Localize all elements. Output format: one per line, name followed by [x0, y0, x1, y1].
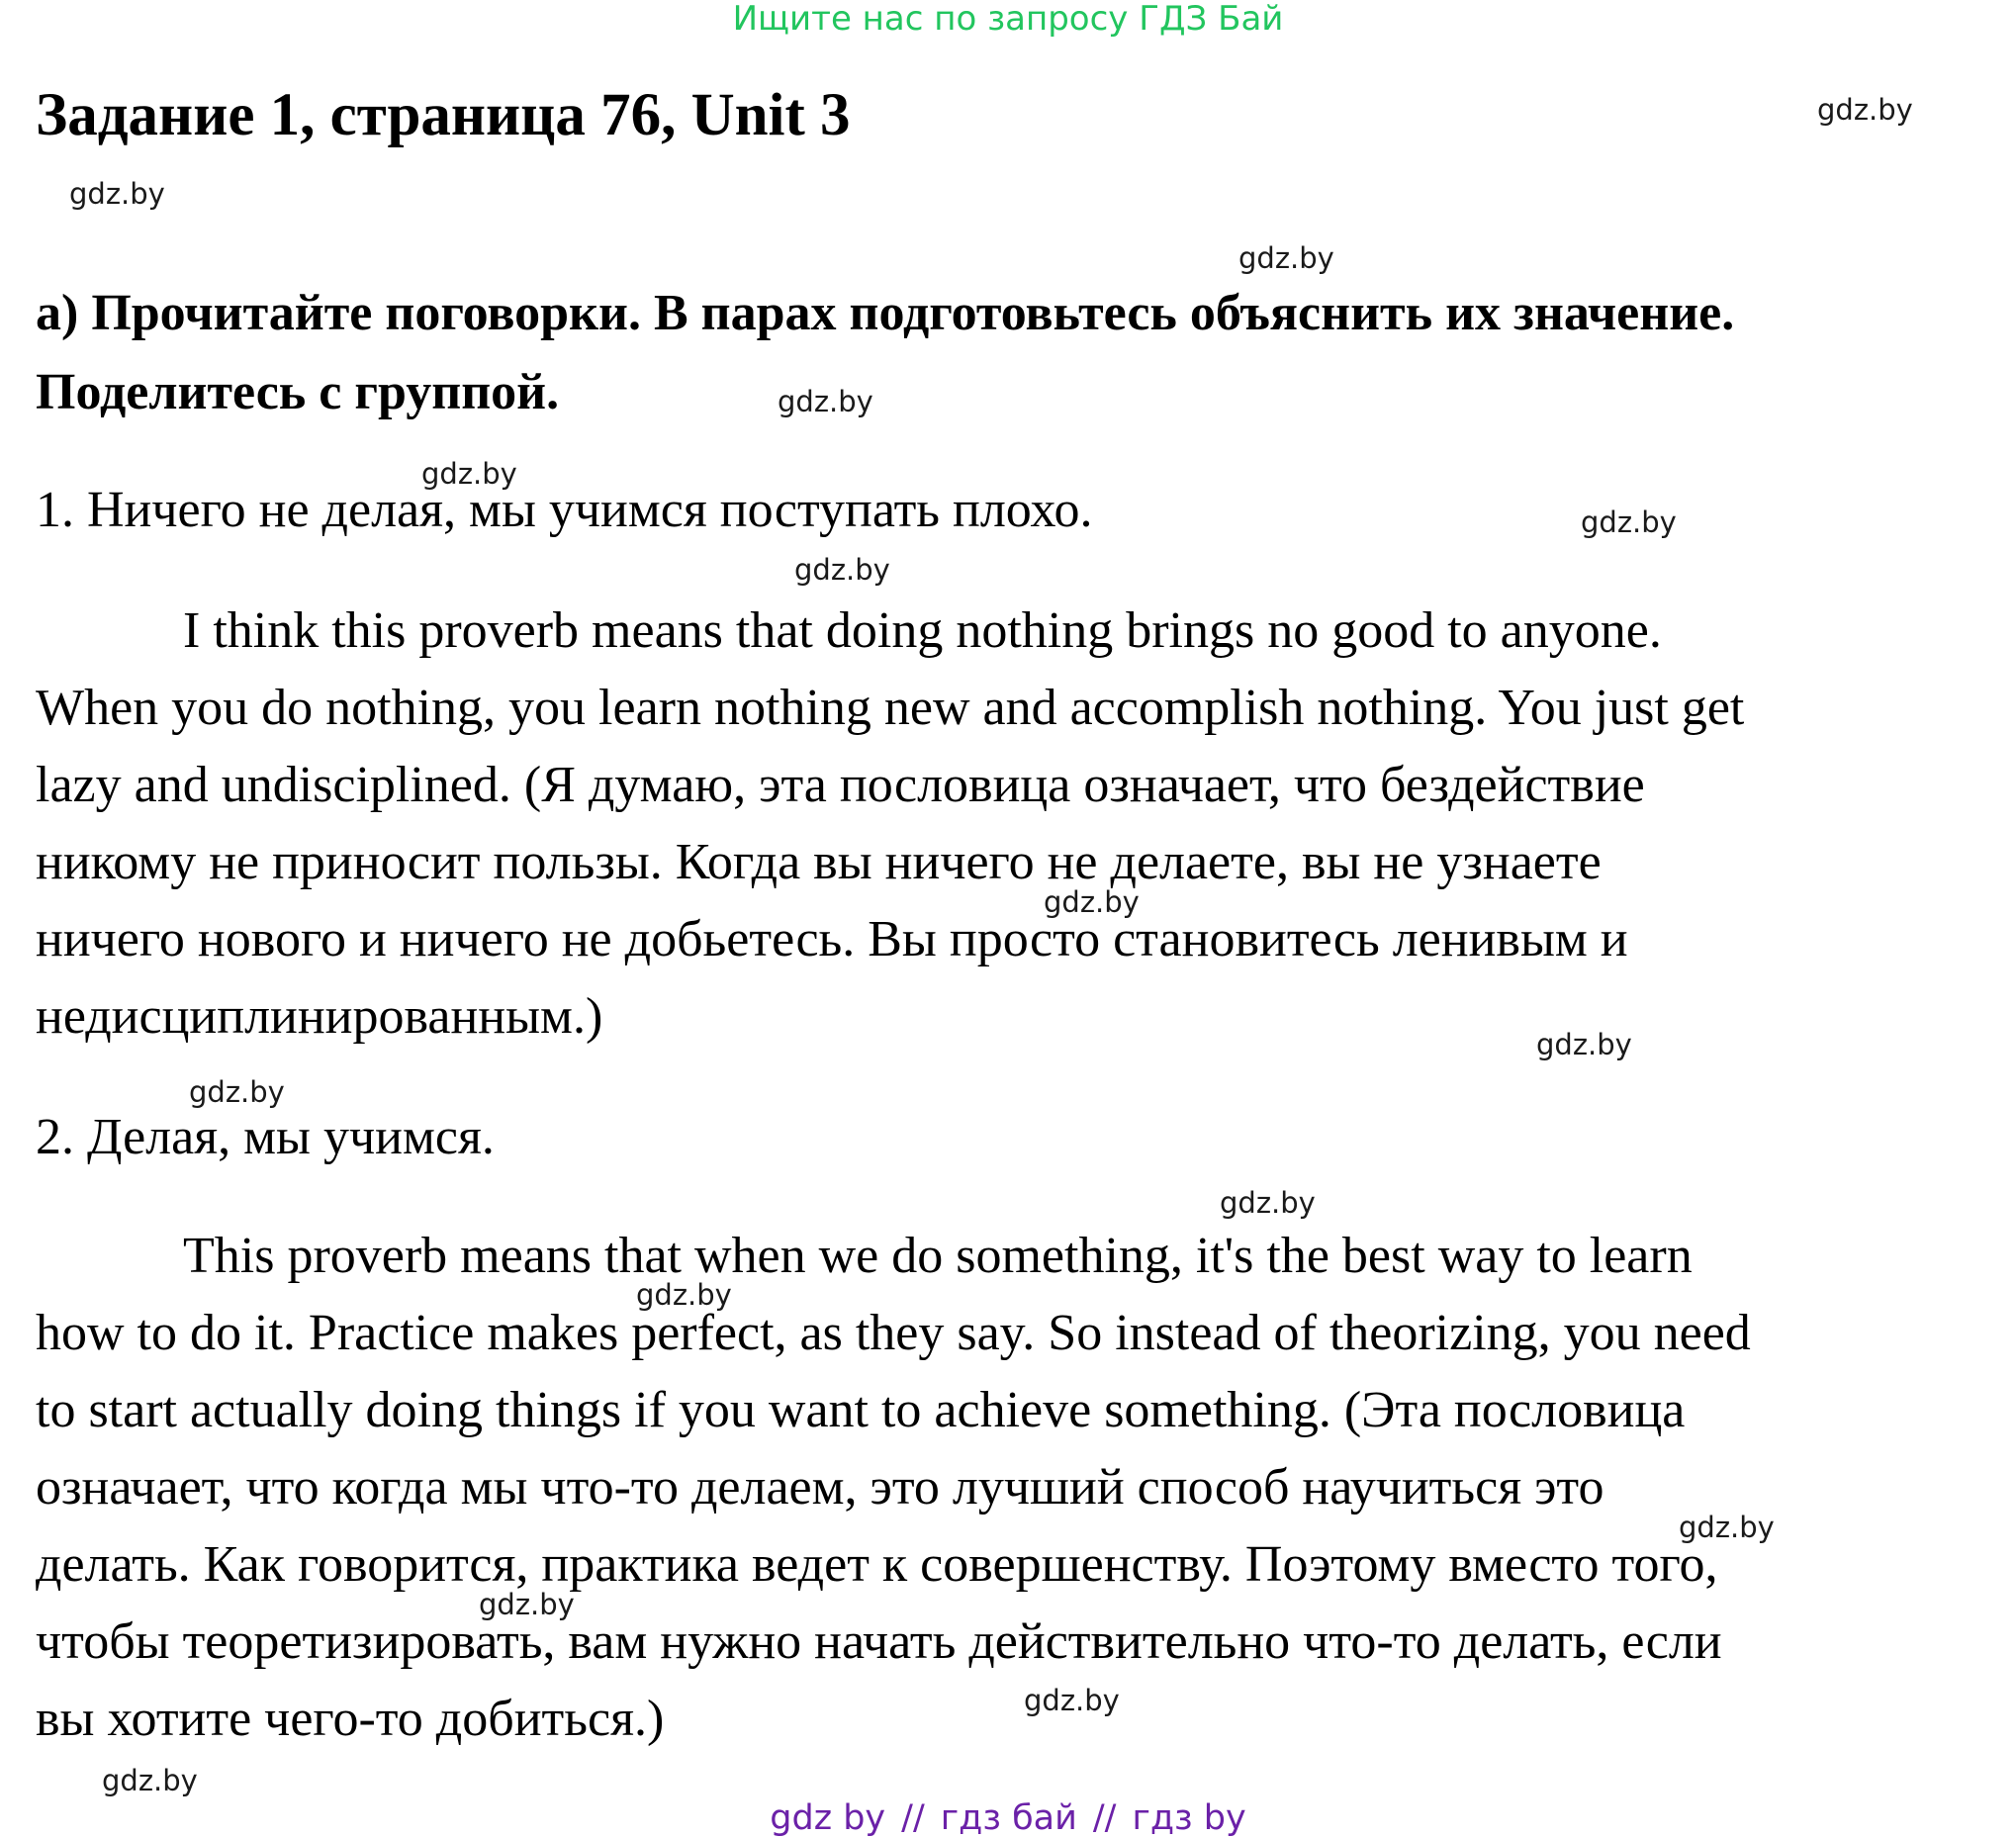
watermark: gdz.by — [421, 457, 517, 491]
footer-link-gdz-by[interactable]: gdz by — [770, 1798, 886, 1838]
proverb-2-line: чтобы теоретизировать, вам нужно начать действительно что-то делать, если — [36, 1613, 1722, 1670]
footer-links — [0, 1798, 2016, 1838]
task-instruction-line-1: а) Прочитайте поговорки. В парах подготовьтесь объяснить их значение. — [36, 285, 1735, 341]
footer-separator: // — [1092, 1798, 1117, 1838]
watermark: gdz.by — [479, 1588, 575, 1621]
proverb-1-line: I think this proverb means that doing nothing brings no good to anyone. — [183, 602, 1662, 659]
footer-link-gdz-by-cyr[interactable]: гдз by — [1132, 1798, 1246, 1838]
watermark: gdz.by — [636, 1278, 732, 1312]
proverb-1-line: When you do nothing, you learn nothing new and accomplish nothing. You just get — [36, 680, 1745, 736]
proverb-2-line: означает, что когда мы что-то делаем, это лучший способ научиться это — [36, 1459, 1604, 1516]
proverb-1-line: ничего нового и ничего не добьетесь. Вы просто становитесь ленивым и — [36, 911, 1628, 967]
page-title: Задание 1, страница 76, Unit 3 — [36, 82, 851, 148]
proverb-2-line: This proverb means that when we do something, it's the best way to learn — [183, 1228, 1693, 1284]
watermark: gdz.by — [778, 385, 873, 418]
proverb-1-line: никому не приносит пользы. Когда вы ничего не делаете, вы не узнаете — [36, 834, 1602, 890]
watermark: gdz.by — [1220, 1186, 1316, 1220]
watermark: gdz.by — [794, 553, 890, 587]
footer-separator: // — [901, 1798, 925, 1838]
proverb-2-line: вы хотите чего-то добиться.) — [36, 1691, 665, 1747]
watermark: gdz.by — [102, 1764, 198, 1797]
proverb-1-line: недисциплинированным.) — [36, 988, 603, 1045]
proverb-2-line: how to do it. Practice makes perfect, as they say. So instead of theorizing, you need — [36, 1305, 1751, 1361]
watermark: gdz.by — [1817, 93, 1913, 127]
watermark: gdz.by — [1536, 1028, 1632, 1061]
watermark: gdz.by — [1679, 1511, 1775, 1544]
watermark: gdz.by — [1238, 241, 1334, 275]
watermark: gdz.by — [1044, 885, 1140, 919]
proverb-2-line: делать. Как говорится, практика ведет к совершенству. Поэтому вместо того, — [36, 1536, 1718, 1593]
watermark: gdz.by — [69, 177, 165, 211]
watermark: gdz.by — [189, 1075, 285, 1109]
watermark: gdz.by — [1581, 505, 1677, 539]
proverb-2-heading: 2. Делая, мы учимся. — [36, 1109, 495, 1165]
footer-link-gdz-bai[interactable]: гдз бай — [940, 1798, 1077, 1838]
watermark: gdz.by — [1024, 1684, 1120, 1717]
task-instruction-line-2: Поделитесь с группой. — [36, 364, 560, 420]
proverb-1-line: lazy and undisciplined. (Я думаю, эта пословица означает, что бездействие — [36, 757, 1645, 813]
top-banner[interactable]: Ищите нас по запросу ГДЗ Бай — [732, 0, 1284, 39]
proverb-2-line: to start actually doing things if you want to achieve something. (Эта пословица — [36, 1382, 1686, 1438]
proverb-1-heading: 1. Ничего не делая, мы учимся поступать плохо. — [36, 482, 1093, 538]
